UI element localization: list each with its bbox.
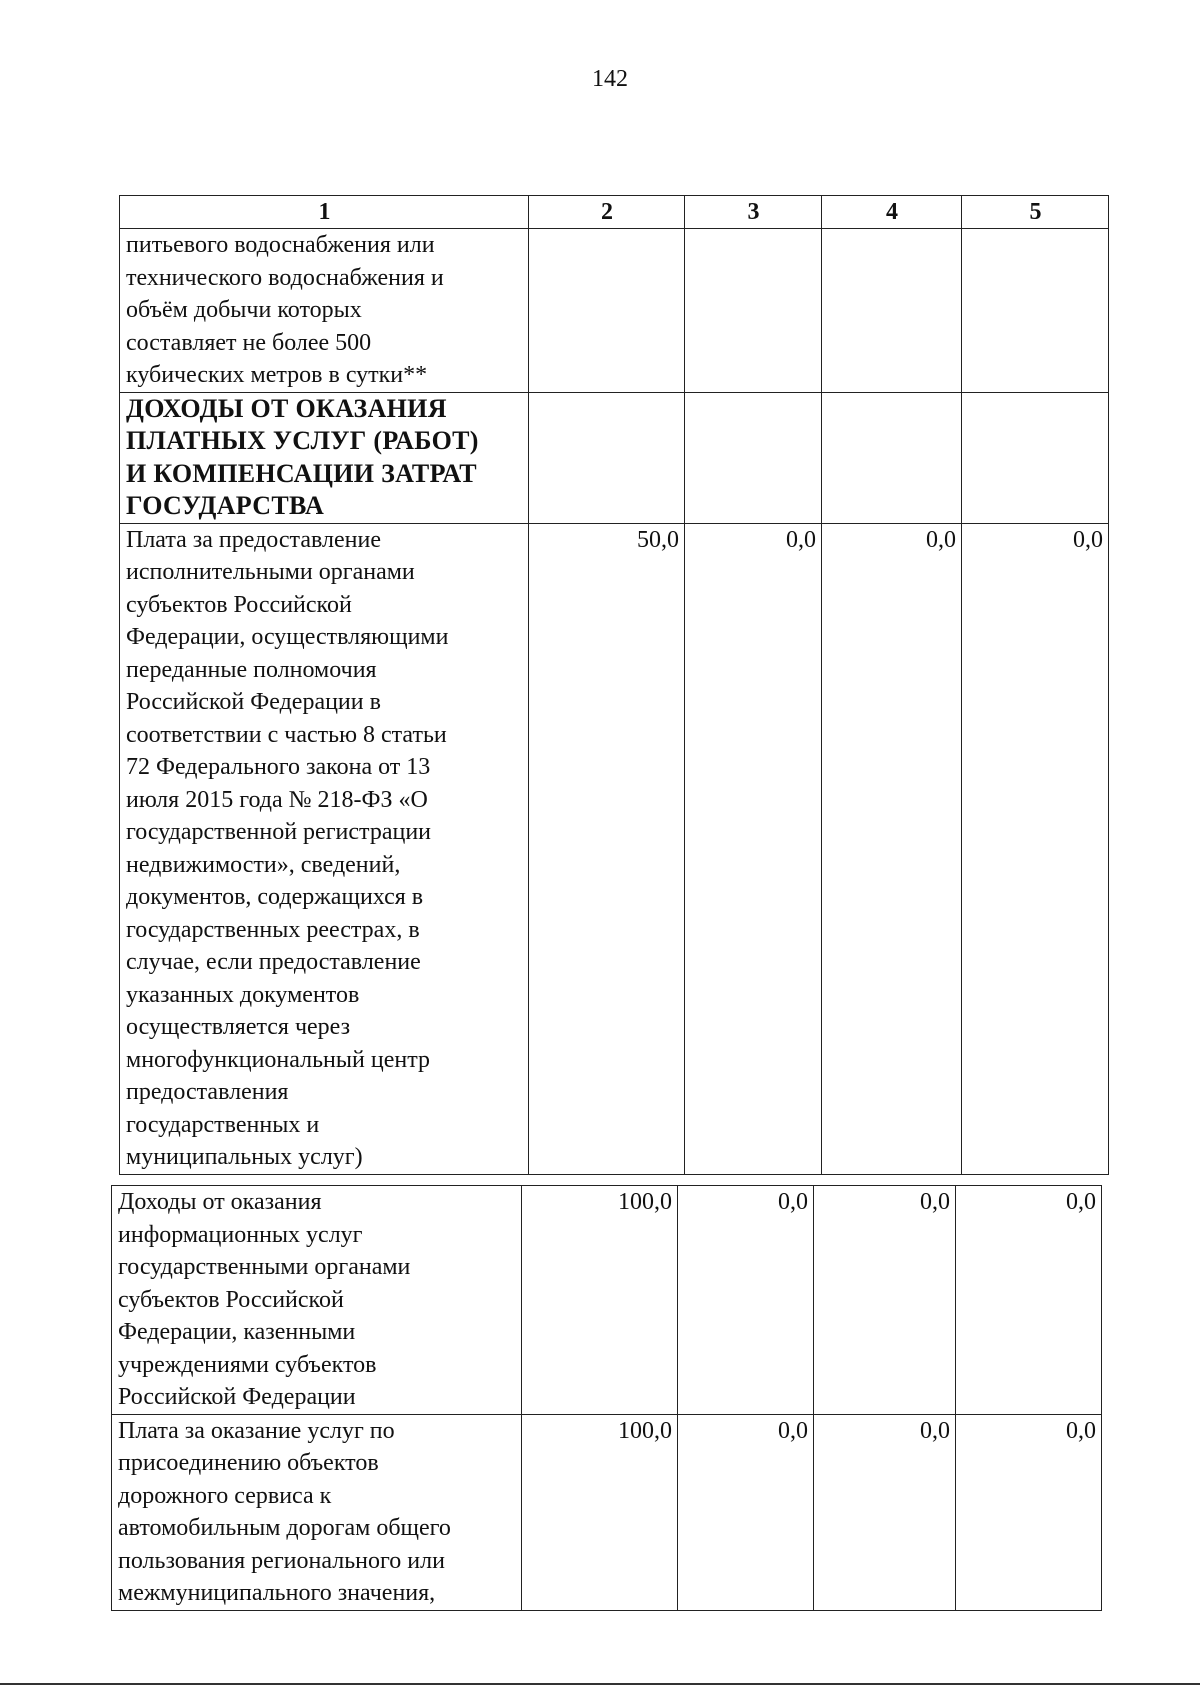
row-line: дорожного сервиса к [118,1482,332,1509]
column-header-1: 1 [120,196,529,229]
row-line: составляет не более 500 [126,329,372,356]
row-line: государственных реестрах, в [126,916,420,943]
row-line: предоставления [126,1079,289,1105]
row-line: недвижимости», сведений, [126,851,401,878]
bottom-edge-rule [0,1683,1200,1685]
row-line: автомобильным дорогам общего [118,1515,451,1541]
row-line: межмуниципального значения, [118,1580,436,1606]
value-col-4 [822,229,962,393]
row-line: указанных документов [126,981,360,1008]
row-line: Плата за оказание услуг по [118,1417,395,1444]
row-line: Плата за предоставление [126,526,381,553]
row-line: соответствии с частью 8 статьи [126,721,447,748]
row-description [120,229,529,393]
row-line: документов, содержащихся в [126,884,424,910]
row-line: учреждениями субъектов [118,1351,377,1378]
row-description [112,1414,522,1610]
row-line: Федерации, казенными [118,1319,356,1345]
value-col-5 [962,229,1109,393]
table-row [120,229,1109,393]
column-header-5: 5 [962,196,1109,229]
row-line: государственных и [126,1111,320,1138]
row-line: присоединению объектов [118,1450,379,1476]
row-line: Доходы от оказания [118,1189,322,1215]
value-col-3: 0,0 [678,1186,814,1415]
row-line: муниципальных услуг) [126,1144,363,1170]
row-line: технического водоснабжения и [126,264,444,291]
section-heading [120,392,529,523]
row-line: осуществляется через [126,1014,351,1040]
row-line: объём добычи которых [126,297,362,323]
value-col-5: 0,0 [962,523,1109,1174]
column-header-4: 4 [822,196,962,229]
row-line: переданные полномочия [126,656,377,683]
row-line: питьевого водоснабжения или [126,232,435,258]
row-line: государственной регистрации [126,819,432,845]
row-description [120,523,529,1174]
row-line: исполнительными органами [126,559,415,585]
value-col-2 [529,229,685,393]
value-col-3: 0,0 [685,523,822,1174]
row-description [112,1186,522,1415]
value-col-5 [962,392,1109,523]
table-row [112,1414,1102,1610]
value-col-4: 0,0 [814,1414,956,1610]
row-line: кубических метров в сутки** [126,362,428,388]
value-col-4 [822,392,962,523]
table-header-row [120,196,1109,229]
budget-table-top [119,195,1109,1175]
section-heading-line: ДОХОДЫ ОТ ОКАЗАНИЯ [126,393,447,423]
value-col-2 [529,392,685,523]
row-line: субъектов Российской [118,1286,344,1313]
column-header-2: 2 [529,196,685,229]
section-heading-line: ГОСУДАРСТВА [126,491,325,520]
row-line: случае, если предоставление [126,949,421,975]
value-col-3 [685,229,822,393]
row-line: Федерации, осуществляющими [126,624,449,650]
value-col-3 [685,392,822,523]
row-line: многофункциональный центр [126,1046,430,1073]
value-col-5: 0,0 [956,1186,1102,1415]
table-row [120,523,1109,1174]
table-row [112,1186,1102,1415]
row-line: государственными органами [118,1254,411,1280]
value-col-2: 100,0 [522,1414,678,1610]
row-line: июля 2015 года № 218-ФЗ «О [126,786,428,813]
budget-table-bottom [111,1185,1102,1611]
section-heading-line: ПЛАТНЫХ УСЛУГ (РАБОТ) [126,426,479,455]
value-col-4: 0,0 [822,523,962,1174]
row-line: Российской Федерации в [126,689,381,715]
value-col-4: 0,0 [814,1186,956,1415]
row-line: информационных услуг [118,1221,363,1248]
table-row-section-heading [120,392,1109,523]
value-col-2: 50,0 [529,523,685,1174]
row-line: Российской Федерации [118,1384,356,1410]
row-line: субъектов Российской [126,591,352,618]
row-line: 72 Федерального закона от 13 [126,754,431,780]
value-col-5: 0,0 [956,1414,1102,1610]
column-header-3: 3 [685,196,822,229]
row-line: пользования регионального или [118,1547,445,1574]
section-heading-line: И КОМПЕНСАЦИИ ЗАТРАТ [126,458,477,488]
value-col-3: 0,0 [678,1414,814,1610]
value-col-2: 100,0 [522,1186,678,1415]
page-number: 142 [592,66,628,92]
